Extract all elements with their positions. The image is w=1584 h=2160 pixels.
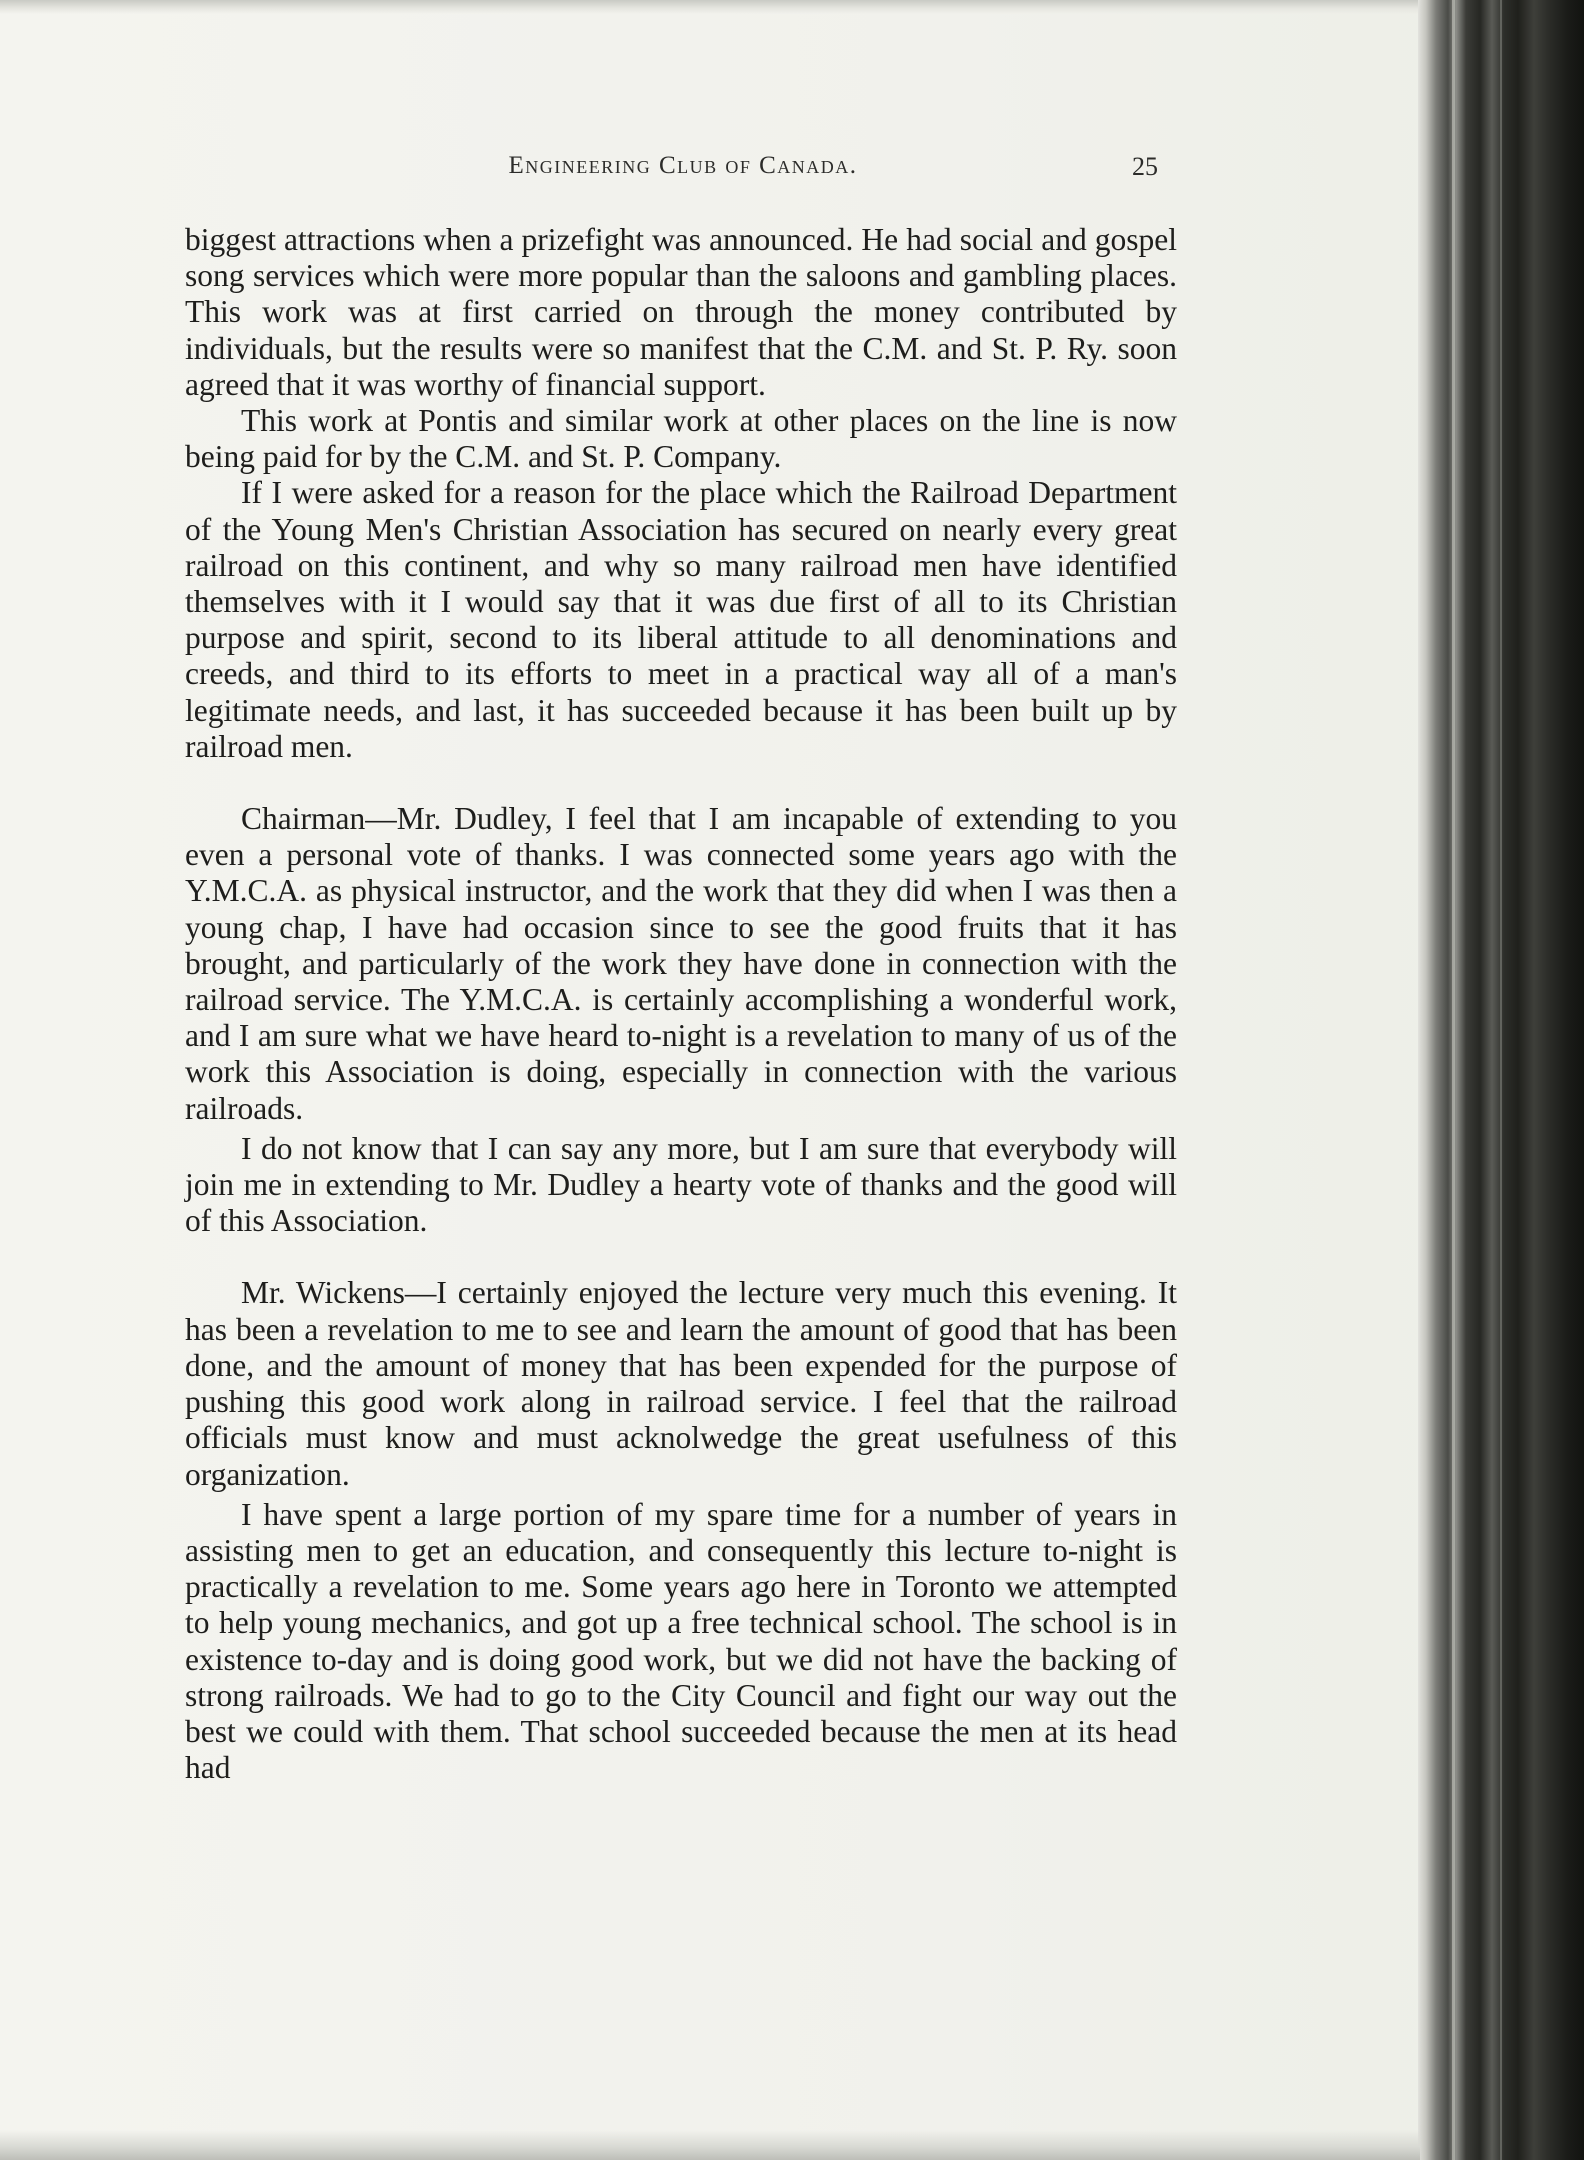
paragraph-vote-of-thanks: I do not know that I can say any more, but I am sure that everybody will join me in extending to Mr. Dudley a hearty vote of thanks and the good will of this Association. — [185, 1130, 1177, 1239]
spine-highlight — [1452, 0, 1455, 2160]
header-title: Engineering Club of Canada. — [508, 152, 858, 179]
body-text — [185, 222, 1177, 2102]
page-top-shadow — [0, 0, 1420, 14]
paragraph-continuation: biggest attractions when a prizefight was announced. He had social and gospel song services which were more popular than the saloons and gambling places. This work was at first carried on through the money contributed by individuals, but the results were so manifest that the C.M. and St. P. Ry. soon agreed that it was worthy of financial support. — [185, 222, 1177, 402]
paragraph-reason: If I were asked for a reason for the place which the Railroad Department of the Young Men's Christian Association has secured on nearly every great railroad on this continent, and why so many railroad men have identified themselves with it I would say that it was due first of all to its Christian purpose and spirit, second to its liberal attitude to all denominations and creeds, and third to its efforts to meet in a practical way all of a man's legitimate needs, and last, it has succeeded because it has been built up by railroad men. — [185, 475, 1177, 764]
paragraph-pontis: This work at Pontis and similar work at other places on the line is now being paid for by the C.M. and St. P. Company. — [185, 403, 1177, 475]
running-head — [190, 152, 1176, 192]
paragraph-chairman: Chairman—Mr. Dudley, I feel that I am incapable of extending to you even a personal vote of thanks. I was connected some years ago with the Y.M.C.A. as physical instructor, and the work that they did when I was then a young chap, I have had occasion since to see the good fruits that it has brought, and particularly of the work they have done in connection with the railroad service. The Y.M.C.A. is certainly accomplishing a wonderful work, and I am sure what we have heard to-night is a revelation to many of us of the work this Association is doing, especially in connection with the various railroads. — [185, 801, 1177, 1126]
paragraph-technical-school: I have spent a large portion of my spare time for a number of years in assisting men to get an education, and consequently this lecture to-night is practically a revelation to me. Some years ago here in Toronto we attempted to help young mechanics, and got up a free technical school. The school is in existence to-day and is doing good work, but we did not have the backing of strong railroads. We had to go to the City Council and fight our way out the best we could with them. That school succeeded because the men at its head had — [185, 1496, 1177, 1786]
paragraph-wickens: Mr. Wickens—I certainly enjoyed the lecture very much this evening. It has been a revelation to me to see and learn the amount of good that has been done, and the amount of money that has been expended for the purpose of pushing this good work along in railroad service. I feel that the railroad officials must know and must acknolwedge the great usefulness of this organization. — [185, 1275, 1177, 1492]
page-number: 25 — [1132, 152, 1158, 181]
spine-groove — [1500, 0, 1502, 2160]
page-bottom-shadow — [0, 2130, 1420, 2160]
